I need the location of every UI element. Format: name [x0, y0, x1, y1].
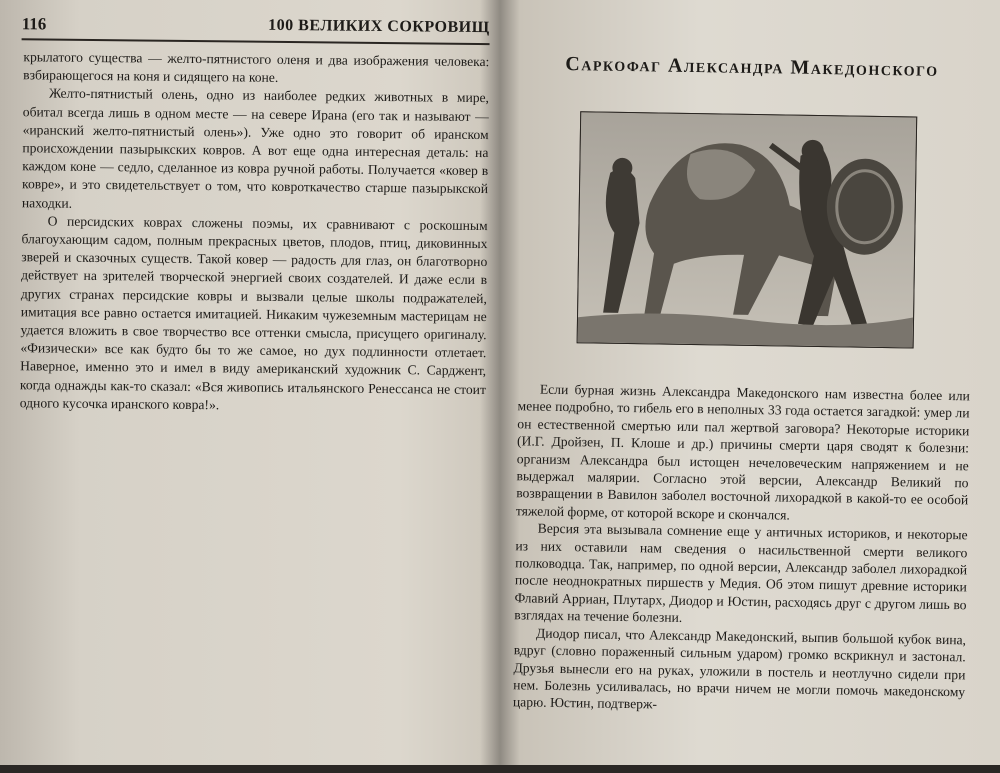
relief-drawing — [578, 112, 917, 347]
page-number: 116 — [21, 14, 47, 34]
right-text-column — [513, 380, 970, 718]
left-paragraph-2: Желто-пятнистый олень, одно из наиболее редких животных в мире, обитал всегда лишь в одном месте — на севере Ирана (его так и называют — «иранский желто-пятнистый олень»). Уже одно это говорит об иранском происхождении пазырыкских ковров. А вот еще одна интересная деталь: на каждом коне — седло, сделанное из ковра ручной работы. Получается «ковер в ковре», и это свидетельствует о том, что ковроткачество старше пазырыкской находки. — [21, 85, 490, 211]
left-page — [0, 0, 500, 770]
right-paragraph-2: Версия эта вызывала сомнение еще у античных историков, и некоторые из них оставили нам сведения о насильственной смерти великого полководца. Так, например, по одной версии, Александр заболел лихорадкой после неоднократных пиршеств у Медия. Об этом пишут древние историки Флавий Арриан, Плутарх, Диодор и Юстин, расходясь друг с другом лишь во взглядах на течение болезни. — [514, 520, 968, 626]
right-page — [490, 0, 1000, 773]
left-paragraph-1: крылатого существа — желто-пятнистого оленя и два изображения человека: взбирающегося на коня и сидящего на коне. — [23, 49, 490, 86]
left-paragraph-3: О персидских коврах сложены поэмы, их сравнивают с роскошным благоухающим садом, полным прекрасных цветов, плодов, птиц, диковинных зверей и сказочных существ. Такой ковер — радость для глаз, он благотворно действует на зрителей творческой энергией своих создателей. И даже если в других странах персидские ковры и вызвали целые школы подражателей, имитация все равно остается имитацией. Никаким чужеземным мастерицам не удается вложить в свое творчество все оттенки смысла, присущего оригиналу. «Физически» все как будто бы то же самое, но дух подлинности отлетает. Наверное, именно это и имел в виду американский художник С. Сарджент, когда однажды как-то сказал: «Вся живопись итальянского Ренессанса не стоит одного кусочка иранского ковра!». — [19, 213, 488, 413]
right-paragraph-1: Если бурная жизнь Александра Македонского нам известна более или менее подробно, то гибель его в неполных 33 года остается загадкой: умер ли он естественной смертью или пал жертвой заговора? Некоторые историки (И.Г. Дройзен, П. Клоше и др.) причины смерти царя сводят к болезни: организм Александра был истощен нечеловеческим напряжением и не выдержал малярии. Согласно этой версии, Александр Великий по возвращении в Вавилон заболел восточной лихорадкой в какой-то ее особой тяжелой форме, от которой вскоре и скончался. — [515, 381, 970, 523]
book-title: 100 ВЕЛИКИХ СОКРОВИЩ — [268, 16, 490, 37]
running-head — [22, 8, 490, 45]
left-text-column — [20, 48, 490, 417]
right-paragraph-3: Диодор писал, что Александр Македонский, выпив большой кубок вина, вдруг (словно пораженный сильным ударом) громко вскрикнул и застонал. Друзья вынесли его на руках, уложили в постель и неотлучно сидели при нем. Болезнь усиливалась, но врачи ничем не могли помочь македонскому царю. Юстин, подтверж- — [512, 625, 967, 712]
sarcophagus-relief-illustration — [577, 111, 918, 348]
chapter-title: Саркофаг Александра Македонского — [565, 53, 939, 81]
